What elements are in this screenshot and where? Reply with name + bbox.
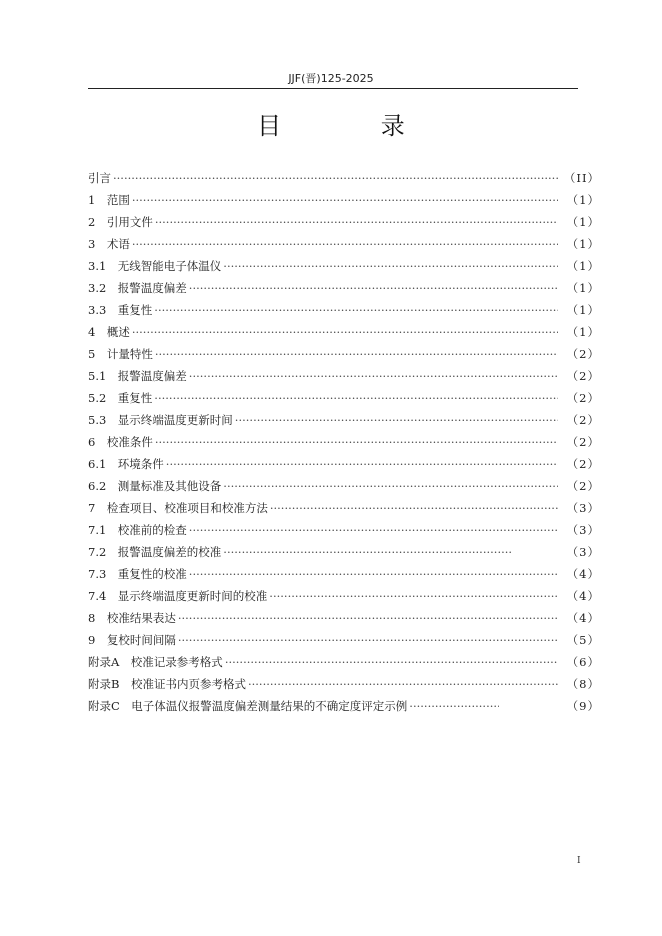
toc-entry[interactable] [88,478,600,500]
toc-leader-dots [269,589,558,603]
toc-entry-label: 7.3 重复性的校准 [88,567,187,581]
toc-entry-page: （3） [566,523,600,537]
toc-entry-label: 附录C 电子体温仪报警温度偏差测量结果的不确定度评定示例 [88,699,408,713]
toc-entry-label: 1 范围 [88,193,130,207]
toc-entry-label: 4 概述 [88,325,130,339]
toc-entry-page: （4） [566,611,600,625]
toc-entry-label: 7 检查项目、校准项目和校准方法 [88,501,268,515]
table-of-contents [88,170,600,720]
page-title: 目 录 [257,112,451,140]
toc-leader-dots [155,435,558,449]
toc-entry-label: 3 术语 [88,237,130,251]
toc-leader-dots [154,391,558,405]
toc-entry-page: （2） [566,457,600,471]
toc-entry[interactable] [88,566,600,588]
toc-leader-dots [223,545,511,559]
toc-entry-page: （2） [566,413,600,427]
toc-leader-dots [113,171,558,185]
toc-entry-page: （4） [566,589,600,603]
toc-leader-dots [223,259,558,273]
toc-entry-label: 7.2 报警温度偏差的校准 [88,545,222,559]
toc-entry-page: （1） [566,215,600,229]
toc-leader-dots [189,281,558,295]
toc-entry-page: （4） [566,567,600,581]
toc-entry-page: （2） [566,479,600,493]
toc-leader-dots [178,633,558,647]
toc-leader-dots [189,369,558,383]
toc-entry-page: （II） [563,171,600,185]
toc-leader-dots [154,303,558,317]
toc-entry[interactable] [88,236,600,258]
toc-entry-page: （8） [566,677,600,691]
toc-entry[interactable] [88,412,600,434]
toc-entry-label: 5.1 报警温度偏差 [88,369,187,383]
toc-entry-label: 6.2 测量标准及其他设备 [88,479,222,493]
toc-entry[interactable] [88,610,600,632]
toc-entry[interactable] [88,280,600,302]
toc-entry-label: 8 校准结果表达 [88,611,176,625]
toc-entry[interactable] [88,170,600,192]
toc-entry[interactable] [88,368,600,390]
toc-entry[interactable] [88,324,600,346]
toc-entry[interactable] [88,500,600,522]
toc-leader-dots [189,523,558,537]
toc-entry-page: （1） [566,237,600,251]
toc-leader-dots [132,325,558,339]
header-rule [88,88,578,89]
toc-entry-label: 引言 [88,171,111,185]
toc-entry[interactable] [88,258,600,280]
toc-entry-page: （2） [566,347,600,361]
toc-leader-dots [155,347,558,361]
toc-leader-dots [270,501,558,515]
toc-entry[interactable] [88,346,600,368]
toc-entry-page: （1） [566,303,600,317]
toc-entry[interactable] [88,214,600,236]
toc-leader-dots [248,677,558,691]
document-code: JJF(晋)125-2025 [288,72,374,85]
toc-entry[interactable] [88,192,600,214]
toc-entry[interactable] [88,676,600,698]
toc-entry-label: 6.1 环境条件 [88,457,164,471]
toc-entry-label: 3.1 无线智能电子体温仪 [88,259,222,273]
toc-entry[interactable] [88,390,600,412]
toc-entry[interactable] [88,522,600,544]
toc-entry-label: 7.1 校准前的检查 [88,523,187,537]
toc-entry-label: 9 复校时间间隔 [88,633,176,647]
toc-entry[interactable] [88,302,600,324]
toc-leader-dots [155,215,558,229]
toc-leader-dots [225,655,558,669]
toc-entry[interactable] [88,698,600,720]
toc-entry-label: 3.3 重复性 [88,303,153,317]
toc-entry-label: 6 校准条件 [88,435,153,449]
toc-entry-page: （3） [566,545,600,559]
toc-entry-page: （2） [566,391,600,405]
toc-leader-dots [132,237,558,251]
toc-entry-page: （6） [566,655,600,669]
toc-entry[interactable] [88,588,600,610]
toc-entry-label: 2 引用文件 [88,215,153,229]
toc-entry-label: 7.4 显示终端温度更新时间的校准 [88,589,268,603]
toc-leader-dots [189,567,558,581]
toc-entry-page: （5） [566,633,600,647]
toc-entry-label: 附录A 校准记录参考格式 [88,655,223,669]
toc-leader-dots [409,699,499,713]
toc-entry-label: 3.2 报警温度偏差 [88,281,187,295]
toc-entry-page: （3） [566,501,600,515]
toc-entry[interactable] [88,544,600,566]
toc-leader-dots [166,457,558,471]
toc-entry-label: 附录B 校准证书内页参考格式 [88,677,246,691]
toc-entry-label: 5.3 显示终端温度更新时间 [88,413,233,427]
toc-entry[interactable] [88,434,600,456]
toc-entry-label: 5.2 重复性 [88,391,153,405]
toc-entry-page: （1） [566,259,600,273]
toc-leader-dots [132,193,558,207]
toc-entry-page: （1） [566,193,600,207]
toc-entry-page: （2） [566,369,600,383]
toc-entry-page: （1） [566,325,600,339]
toc-entry[interactable] [88,632,600,654]
toc-entry[interactable] [88,456,600,478]
toc-leader-dots [235,413,558,427]
toc-entry-page: （9） [566,699,600,713]
toc-leader-dots [178,611,558,625]
toc-entry-page: （1） [566,281,600,295]
toc-entry-label: 5 计量特性 [88,347,153,361]
page-number: I [577,856,581,866]
toc-leader-dots [223,479,558,493]
toc-entry[interactable] [88,654,600,676]
toc-entry-page: （2） [566,435,600,449]
